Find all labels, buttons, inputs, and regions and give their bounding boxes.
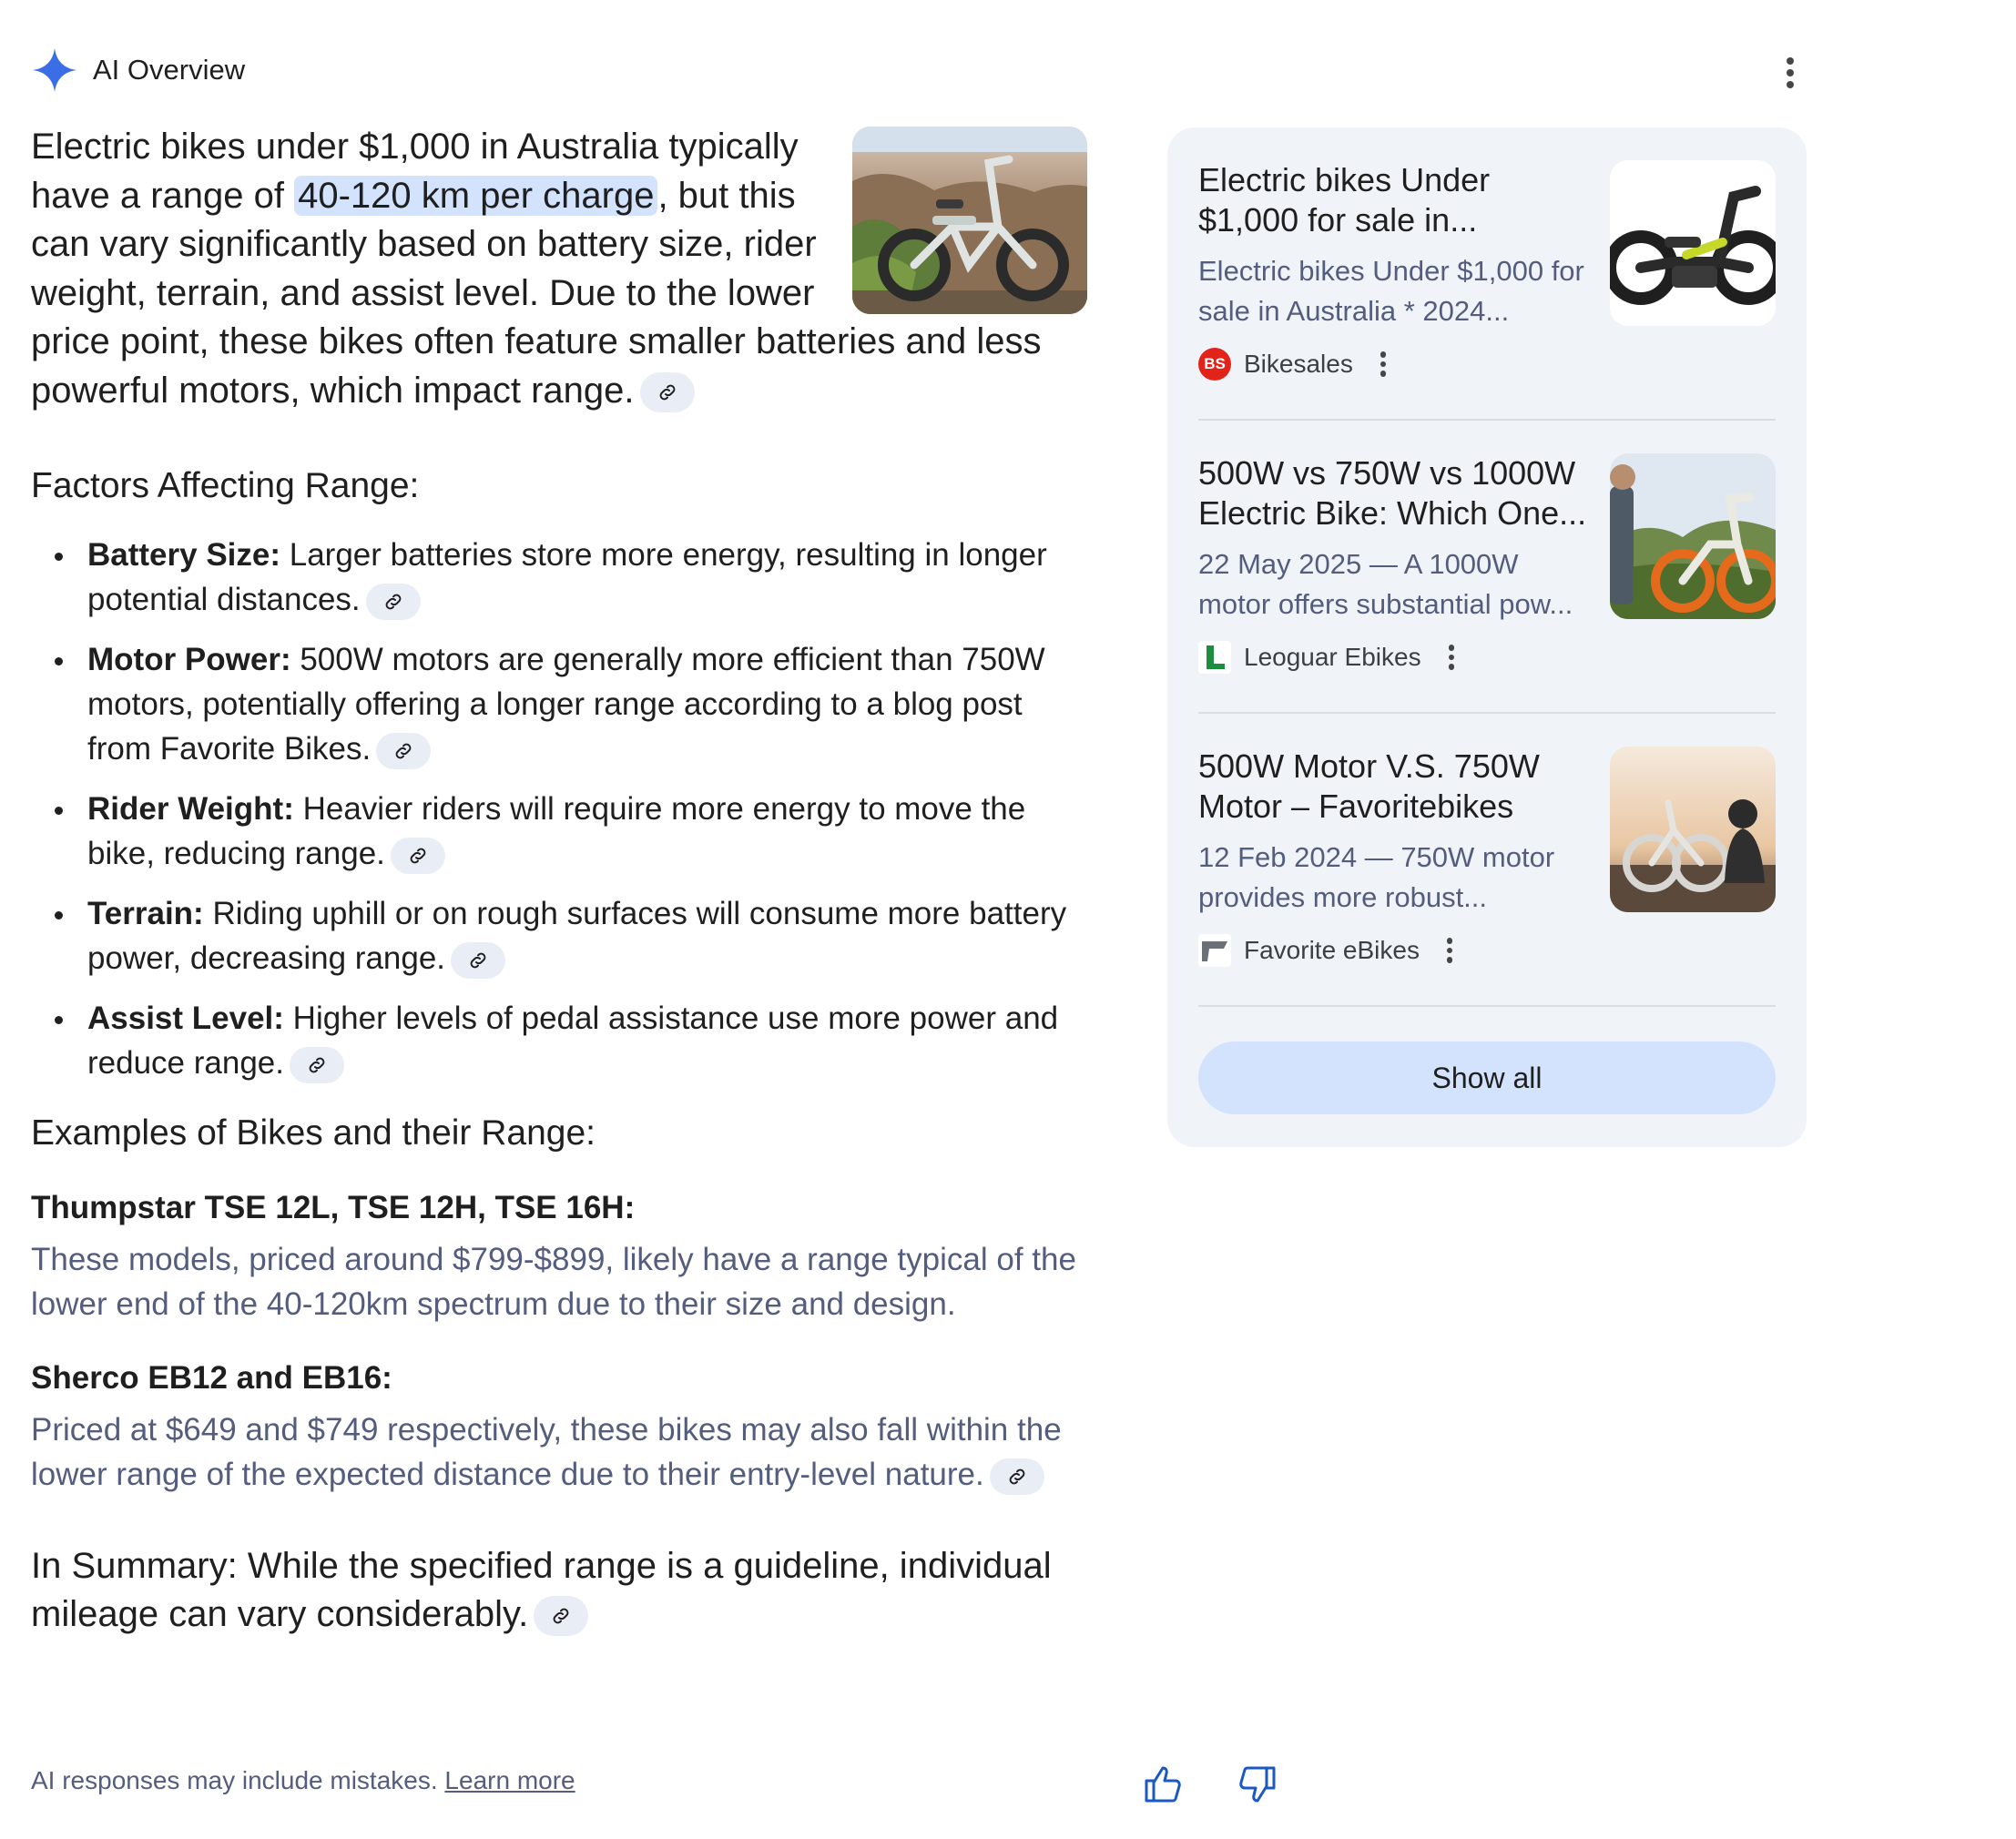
source-card-snippet: Electric bikes Under $1,000 for sale in Australia * 2024...: [1198, 255, 1584, 327]
factor-item: Terrain: Riding uphill or on rough surfaces will consume more battery power, decreasing range.: [87, 891, 1087, 980]
divider: [1198, 419, 1776, 421]
factors-list: [31, 533, 1087, 1085]
favorite-ebikes-logo-icon: [1198, 934, 1231, 967]
citation-link-icon[interactable]: [640, 372, 695, 412]
range-highlight: 40-120 km per charge: [294, 176, 657, 216]
bike-example-desc: Priced at $649 and $749 respectively, these bikes may also fall within the lower range of the expected distance due to their entry-level nature.: [31, 1407, 1087, 1497]
ai-overview-title: AI Overview: [93, 54, 246, 86]
lead-ebike-image[interactable]: [852, 127, 1087, 314]
source-name: Bikesales: [1244, 350, 1353, 378]
citation-link-icon[interactable]: [990, 1458, 1044, 1495]
source-more-icon[interactable]: [1447, 936, 1453, 965]
citation-link-icon[interactable]: [534, 1596, 588, 1636]
source-card-image[interactable]: [1610, 160, 1776, 326]
source-card-title[interactable]: Electric bikes Under $1,000 for sale in...: [1198, 161, 1491, 239]
ai-overview-header: [31, 46, 245, 95]
source-card-title[interactable]: 500W Motor V.S. 750W Motor – Favoritebikes: [1198, 747, 1540, 825]
factor-item: Motor Power: 500W motors are generally more efficient than 750W motors, potentially offering a longer range according to a blog post from Favorite Bikes.: [87, 637, 1087, 771]
source-more-icon[interactable]: [1449, 643, 1455, 672]
bike-example-desc: These models, priced around $799-$899, likely have a range typical of the lower end of the 40-120km spectrum due to their size and design.: [31, 1242, 1076, 1322]
divider: [1198, 1005, 1776, 1007]
bikesales-logo-icon: BS: [1198, 348, 1231, 381]
examples-heading: Examples of Bikes and their Range:: [31, 1113, 596, 1153]
citation-link-icon[interactable]: [290, 1047, 344, 1083]
gemini-spark-icon: [31, 46, 78, 94]
disclaimer: AI responses may include mistakes. Learn more: [31, 1766, 575, 1794]
factor-item: Battery Size: Larger batteries store more energy, resulting in longer potential distances.: [87, 533, 1087, 622]
factor-item: Assist Level: Higher levels of pedal assistance use more power and reduce range.: [87, 996, 1087, 1085]
bike-example-title: Thumpstar TSE 12L, TSE 12H, TSE 16H:: [31, 1190, 636, 1225]
show-all-button[interactable]: Show all: [1198, 1041, 1776, 1114]
source-card-snippet: 22 May 2025 — A 1000W motor offers substantial pow...: [1198, 548, 1573, 620]
source-name: Favorite eBikes: [1244, 936, 1420, 964]
citation-link-icon[interactable]: [391, 838, 445, 874]
divider: [1198, 712, 1776, 714]
source-attribution[interactable]: [1198, 348, 1386, 381]
citation-link-icon[interactable]: [376, 733, 431, 769]
source-attribution[interactable]: [1198, 641, 1454, 674]
lead-text-1: Electric bikes under $1,000 in Australia typically have a range of: [31, 127, 799, 216]
summary-paragraph: In Summary: While the specified range is a guideline, individual mileage can vary considerably.: [31, 1542, 1087, 1639]
sources-panel: [1167, 127, 1807, 1147]
source-card-title[interactable]: 500W vs 750W vs 1000W Electric Bike: Which One...: [1198, 454, 1587, 532]
thumbs-up-icon[interactable]: [1141, 1763, 1185, 1806]
source-attribution[interactable]: [1198, 934, 1452, 967]
source-card-image[interactable]: [1610, 453, 1776, 619]
learn-more-link[interactable]: Learn more: [444, 1766, 575, 1794]
citation-link-icon[interactable]: [451, 942, 505, 979]
factor-item: Rider Weight: Heavier riders will require more energy to move the bike, reducing range.: [87, 787, 1087, 876]
thumbs-down-icon[interactable]: [1236, 1763, 1279, 1806]
more-options-icon[interactable]: [1772, 53, 1808, 93]
source-name: Leoguar Ebikes: [1244, 643, 1421, 671]
bike-example-title: Sherco EB12 and EB16:: [31, 1360, 392, 1396]
ai-overview-content: [31, 123, 1087, 1639]
factors-heading: Factors Affecting Range:: [31, 466, 420, 505]
source-more-icon[interactable]: [1380, 350, 1387, 379]
source-card-image[interactable]: [1610, 747, 1776, 912]
source-card-snippet: 12 Feb 2024 — 750W motor provides more robust...: [1198, 841, 1555, 913]
citation-link-icon[interactable]: [366, 584, 421, 620]
lead-text-2: , but this can vary significantly based on battery size, rider weight, terrain, and assist level. Due to the lower price point, these bikes often feature smaller batteries and less powerful motors, which impact range.: [31, 175, 1042, 411]
leoguar-logo-icon: [1198, 641, 1231, 674]
